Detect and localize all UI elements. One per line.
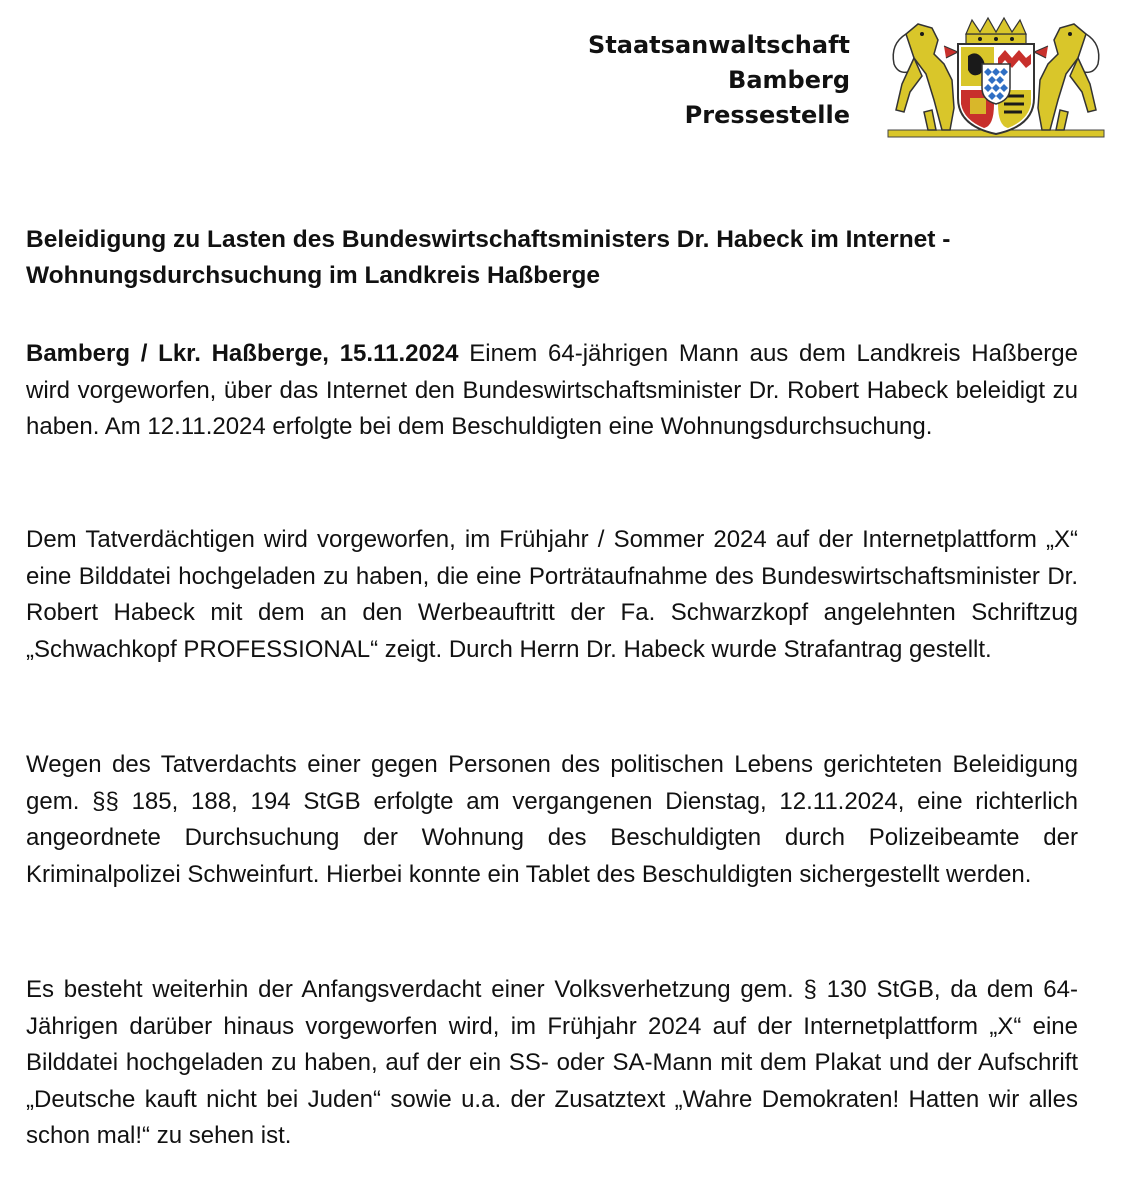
office-name: Staatsanwaltschaft <box>588 31 850 59</box>
paragraph-search: Wegen des Tatverdachts einer gegen Personen des politischen Lebens gerichteten Beleidigung gem. §§ 185, 188, 194 StGB erfolgte am vergangenen Dienstag, 12.11.2024, eine richterlich angeordnete Durchsuchung der Wohnung des Beschuldigten durch Polizeibeamte der Kriminalpolizei Schweinfurt. Hierbei konnte ein Tablet des Beschuldigten sichergestellt werden. <box>26 751 1078 888</box>
press-release-title <box>26 222 1096 294</box>
title-line-2: Wohnungsdurchsuchung im Landkreis Haßberge <box>26 262 600 289</box>
office-city: Bamberg <box>728 66 850 94</box>
paragraph-accusation: Dem Tatverdächtigen wird vorgeworfen, im Frühjahr / Sommer 2024 auf der Internetplattform „X“ eine Bilddatei hochgeladen zu haben, die eine Porträtaufnahme des Bundeswirtschaftsminister Dr. Robert Habeck mit dem an den Werbeauftritt der Fa. Schwarzkopf angelehnten Schriftzug „Schwachkopf PROFESSIONAL“ zeigt. Durch Herrn Dr. Habeck wurde Strafantrag gestellt. <box>26 526 1078 663</box>
bavarian-coat-of-arms-icon <box>884 14 1108 140</box>
dateline: Bamberg / Lkr. Haßberge, 15.11.2024 <box>26 340 459 367</box>
paragraph-intro <box>26 336 1078 446</box>
paragraph-incitement: Es besteht weiterhin der Anfangsverdacht einer Volksverhetzung gem. § 130 StGB, da dem 64-Jährigen darüber hinaus vorgeworfen wird, im Frühjahr 2024 auf der Internetplattform „X“ eine Bilddatei hochgeladen zu haben, auf der ein SS- oder SA-Mann mit dem Plakat und der Aufschrift „Deutsche kauft nicht bei Juden“ sowie u.a. der Zusatztext „Wahre Demokraten! Hatten wir alles schon mal!“ zu sehen ist. <box>26 976 1078 1149</box>
paragraph-intro-text: Einem 64-jährigen Mann aus dem Landkreis Haßberge wird vorgeworfen, über das Internet den Bundeswirtschaftsminister Dr. Robert Habeck beleidigt zu haben. Am 12.11.2024 erfolgte bei dem Beschuldigten eine Wohnungsdurchsuchung. <box>26 340 1078 440</box>
office-department: Pressestelle <box>684 101 850 129</box>
title-line-1: Beleidigung zu Lasten des Bundeswirtschaftsministers Dr. Habeck im Internet - <box>26 226 951 253</box>
office-header <box>560 28 850 133</box>
